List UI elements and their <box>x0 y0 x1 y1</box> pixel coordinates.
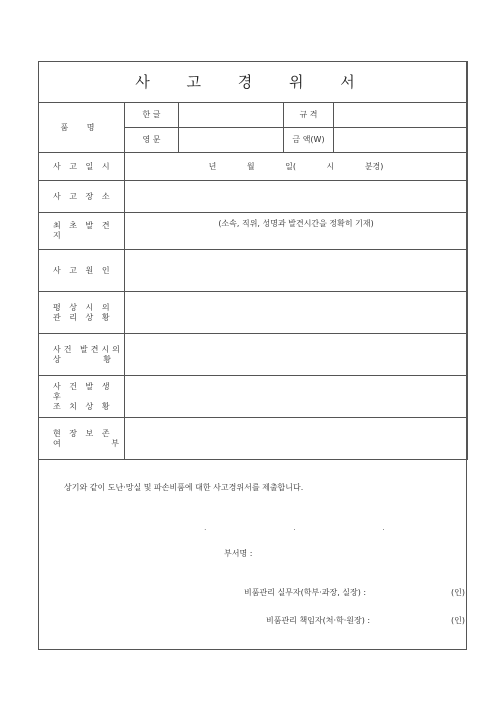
form-border <box>38 61 467 650</box>
accident-datetime-label: 사 고 일 시 <box>39 153 125 181</box>
practitioner-seal: (인) <box>451 588 465 597</box>
followup-measures-label: 사 건 발 생 후 조 치 상 황 <box>39 376 125 418</box>
accident-datetime-field[interactable]: 년 월 일( 시 분경) <box>125 153 468 181</box>
manager-seal: (인) <box>451 616 465 625</box>
manager-label: 비품관리 책임자(처·학·원장) : <box>266 616 371 625</box>
department-label: 부서명 : <box>224 549 253 558</box>
practitioner-label: 비품관리 실무자(학부·과장, 실장) : <box>244 588 367 597</box>
discovery-situation-label: 사건 발견시의 상 황 <box>39 334 125 376</box>
declaration-statement: 상기와 같이 도난·망실 및 파손비품에 대한 사고경위서를 제출합니다. <box>64 483 304 492</box>
first-finder-label: 최 초 발 견 지 <box>39 213 125 250</box>
usual-management-label: 평 상 시 의 관 리 상 황 <box>39 292 125 334</box>
form-title: 사 고 경 위 서 <box>39 62 468 103</box>
korean-label: 한 글 <box>125 103 179 128</box>
english-label: 영 문 <box>125 128 179 153</box>
accident-cause-label: 사 고 원 인 <box>39 250 125 292</box>
item-name-label: 품 명 <box>39 103 125 153</box>
accident-place-label: 사 고 장 소 <box>39 181 125 213</box>
first-finder-note: (소속, 직위, 성명과 발견시간을 정확히 기재) <box>218 219 374 228</box>
scene-preservation-label: 현 장 보 존 여 부 <box>39 418 125 460</box>
date-dots: . . . <box>204 523 427 532</box>
amount-label: 금 액(W) <box>284 128 334 153</box>
spec-label: 규 격 <box>284 103 334 128</box>
